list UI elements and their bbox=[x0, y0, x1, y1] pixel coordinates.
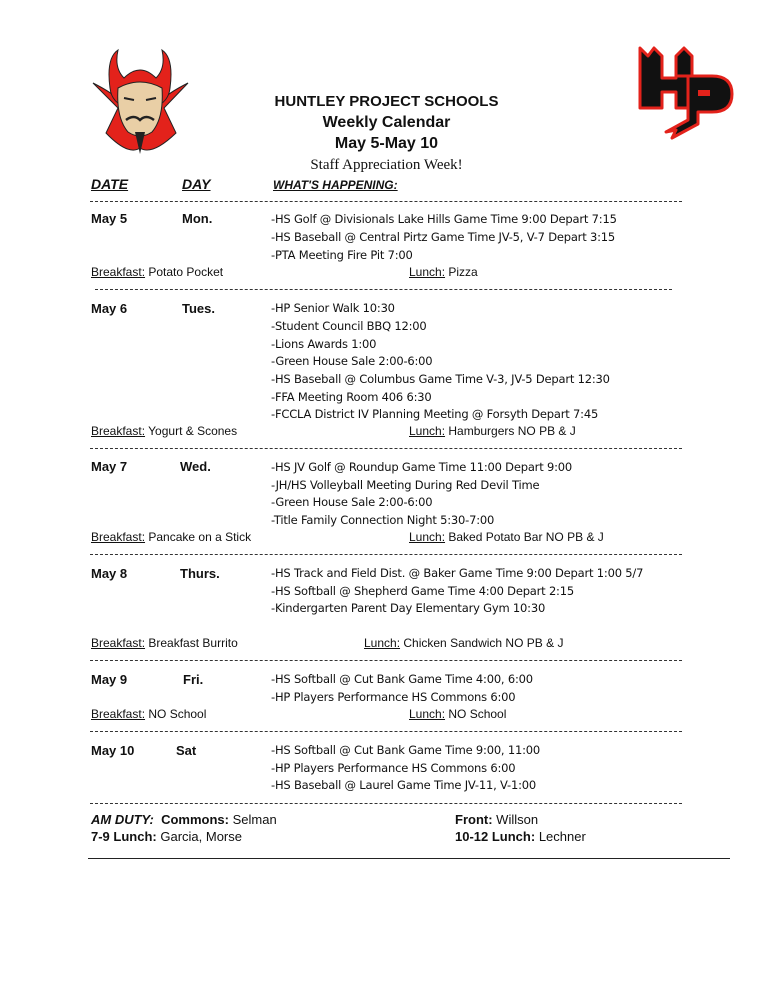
lunch-value: Pizza bbox=[448, 265, 478, 279]
date-label: May 8 bbox=[91, 566, 128, 581]
breakfast-label: Breakfast: bbox=[91, 265, 146, 279]
event-item: -PTA Meeting Fire Pit 7:00 bbox=[271, 248, 413, 262]
breakfast-label: Breakfast: bbox=[91, 636, 146, 650]
day-label: Sat bbox=[176, 743, 197, 758]
breakfast-label: Breakfast: bbox=[91, 424, 146, 438]
column-header-date: DATE bbox=[91, 176, 129, 192]
divider bbox=[90, 448, 682, 449]
column-header-events: WHAT'S HAPPENING: bbox=[273, 178, 398, 192]
lunch-label: Lunch: bbox=[409, 530, 446, 544]
front-value: Willson bbox=[496, 812, 539, 827]
front-label: Front: bbox=[455, 812, 493, 827]
event-item: -HS Softball @ Cut Bank Game Time 4:00, 6:00 bbox=[271, 672, 533, 686]
event-item: -JH/HS Volleyball Meeting During Red Devil Time bbox=[271, 478, 540, 492]
breakfast-value: Yogurt & Scones bbox=[148, 424, 238, 438]
lunch-7-9-label: 7-9 Lunch: bbox=[91, 829, 157, 844]
divider bbox=[90, 660, 682, 661]
event-item: -HS Softball @ Shepherd Game Time 4:00 Depart 2:15 bbox=[271, 584, 574, 598]
breakfast-value: Potato Pocket bbox=[148, 265, 224, 279]
am-duty-commons bbox=[91, 812, 277, 827]
divider bbox=[95, 289, 672, 290]
event-item: -Green House Sale 2:00-6:00 bbox=[271, 354, 433, 368]
lunch-7-9-duty bbox=[91, 829, 242, 844]
column-header-day: DAY bbox=[182, 176, 211, 192]
breakfast-menu bbox=[91, 265, 223, 279]
breakfast-menu bbox=[91, 636, 238, 650]
breakfast-value: Pancake on a Stick bbox=[148, 530, 252, 544]
divider bbox=[90, 803, 682, 804]
footer-rule bbox=[88, 858, 730, 859]
school-name: HUNTLEY PROJECT SCHOOLS bbox=[274, 93, 499, 110]
event-item: -FCCLA District IV Planning Meeting @ Forsyth Depart 7:45 bbox=[271, 407, 599, 421]
lunch-menu bbox=[409, 530, 604, 544]
event-item: -HP Players Performance HS Commons 6:00 bbox=[271, 690, 516, 704]
am-duty-label: AM DUTY: bbox=[91, 812, 154, 827]
breakfast-label: Breakfast: bbox=[91, 707, 146, 721]
event-item: -HS Baseball @ Laurel Game Time JV-11, V-1:00 bbox=[271, 778, 536, 792]
date-label: May 6 bbox=[91, 301, 128, 316]
lunch-label: Lunch: bbox=[409, 424, 446, 438]
divider bbox=[90, 201, 682, 202]
event-item: -FFA Meeting Room 406 6:30 bbox=[271, 390, 432, 404]
event-item: -HP Senior Walk 10:30 bbox=[271, 301, 395, 315]
event-item: -HS Track and Field Dist. @ Baker Game Time 9:00 Depart 1:00 5/7 bbox=[271, 566, 644, 580]
event-item: -Title Family Connection Night 5:30-7:00 bbox=[271, 513, 495, 527]
day-label: Tues. bbox=[182, 301, 215, 316]
event-item: -Kindergarten Parent Day Elementary Gym 10:30 bbox=[271, 601, 546, 615]
event-item: -Green House Sale 2:00-6:00 bbox=[271, 495, 433, 509]
lunch-label: Lunch: bbox=[409, 265, 446, 279]
event-item: -Student Council BBQ 12:00 bbox=[271, 319, 427, 333]
breakfast-menu bbox=[91, 424, 237, 438]
event-item: -HS Softball @ Cut Bank Game Time 9:00, 11:00 bbox=[271, 743, 540, 757]
breakfast-menu bbox=[91, 707, 206, 721]
breakfast-value: Breakfast Burrito bbox=[148, 636, 238, 650]
lunch-menu bbox=[409, 424, 576, 438]
event-item: -Lions Awards 1:00 bbox=[271, 337, 377, 351]
commons-label: Commons: bbox=[161, 812, 229, 827]
lunch-value: Baked Potato Bar NO PB & J bbox=[448, 530, 604, 544]
divider bbox=[90, 554, 682, 555]
lunch-menu bbox=[409, 265, 478, 279]
day-label: Wed. bbox=[180, 459, 211, 474]
event-item: -HS Baseball @ Central Pirtz Game Time JV-5, V-7 Depart 3:15 bbox=[271, 230, 616, 244]
page-title: Weekly Calendar bbox=[322, 114, 451, 131]
date-range: May 5-May 10 bbox=[334, 135, 439, 152]
lunch-10-12-label: 10-12 Lunch: bbox=[455, 829, 536, 844]
lunch-label: Lunch: bbox=[409, 707, 446, 721]
lunch-value: NO School bbox=[448, 707, 507, 721]
event-item: -HS Baseball @ Columbus Game Time V-3, JV-5 Depart 12:30 bbox=[271, 372, 610, 386]
lunch-value: Chicken Sandwich NO PB & J bbox=[403, 636, 564, 650]
lunch-10-12-value: Lechner bbox=[538, 829, 586, 844]
breakfast-label: Breakfast: bbox=[91, 530, 146, 544]
breakfast-value: NO School bbox=[148, 707, 207, 721]
date-label: May 10 bbox=[91, 743, 135, 758]
lunch-menu bbox=[364, 636, 563, 650]
day-label: Thurs. bbox=[180, 566, 220, 581]
date-label: May 5 bbox=[91, 211, 128, 226]
commons-value: Selman bbox=[232, 812, 277, 827]
day-label: Fri. bbox=[183, 672, 204, 687]
day-label: Mon. bbox=[182, 211, 213, 226]
lunch-value: Hamburgers NO PB & J bbox=[448, 424, 576, 438]
lunch-menu bbox=[409, 707, 506, 721]
lunch-10-12-duty bbox=[455, 829, 586, 844]
date-label: May 9 bbox=[91, 672, 128, 687]
breakfast-menu bbox=[91, 530, 251, 544]
event-item: -HS JV Golf @ Roundup Game Time 11:00 Depart 9:00 bbox=[271, 460, 572, 474]
event-item: -HS Golf @ Divisionals Lake Hills Game Time 9:00 Depart 7:15 bbox=[271, 212, 617, 226]
lunch-label: Lunch: bbox=[364, 636, 401, 650]
lunch-7-9-value: Garcia, Morse bbox=[160, 829, 242, 844]
event-item: -HP Players Performance HS Commons 6:00 bbox=[271, 761, 516, 775]
week-theme: Staff Appreciation Week! bbox=[310, 157, 463, 173]
front-duty bbox=[455, 812, 538, 827]
date-label: May 7 bbox=[91, 459, 128, 474]
divider bbox=[90, 731, 682, 732]
